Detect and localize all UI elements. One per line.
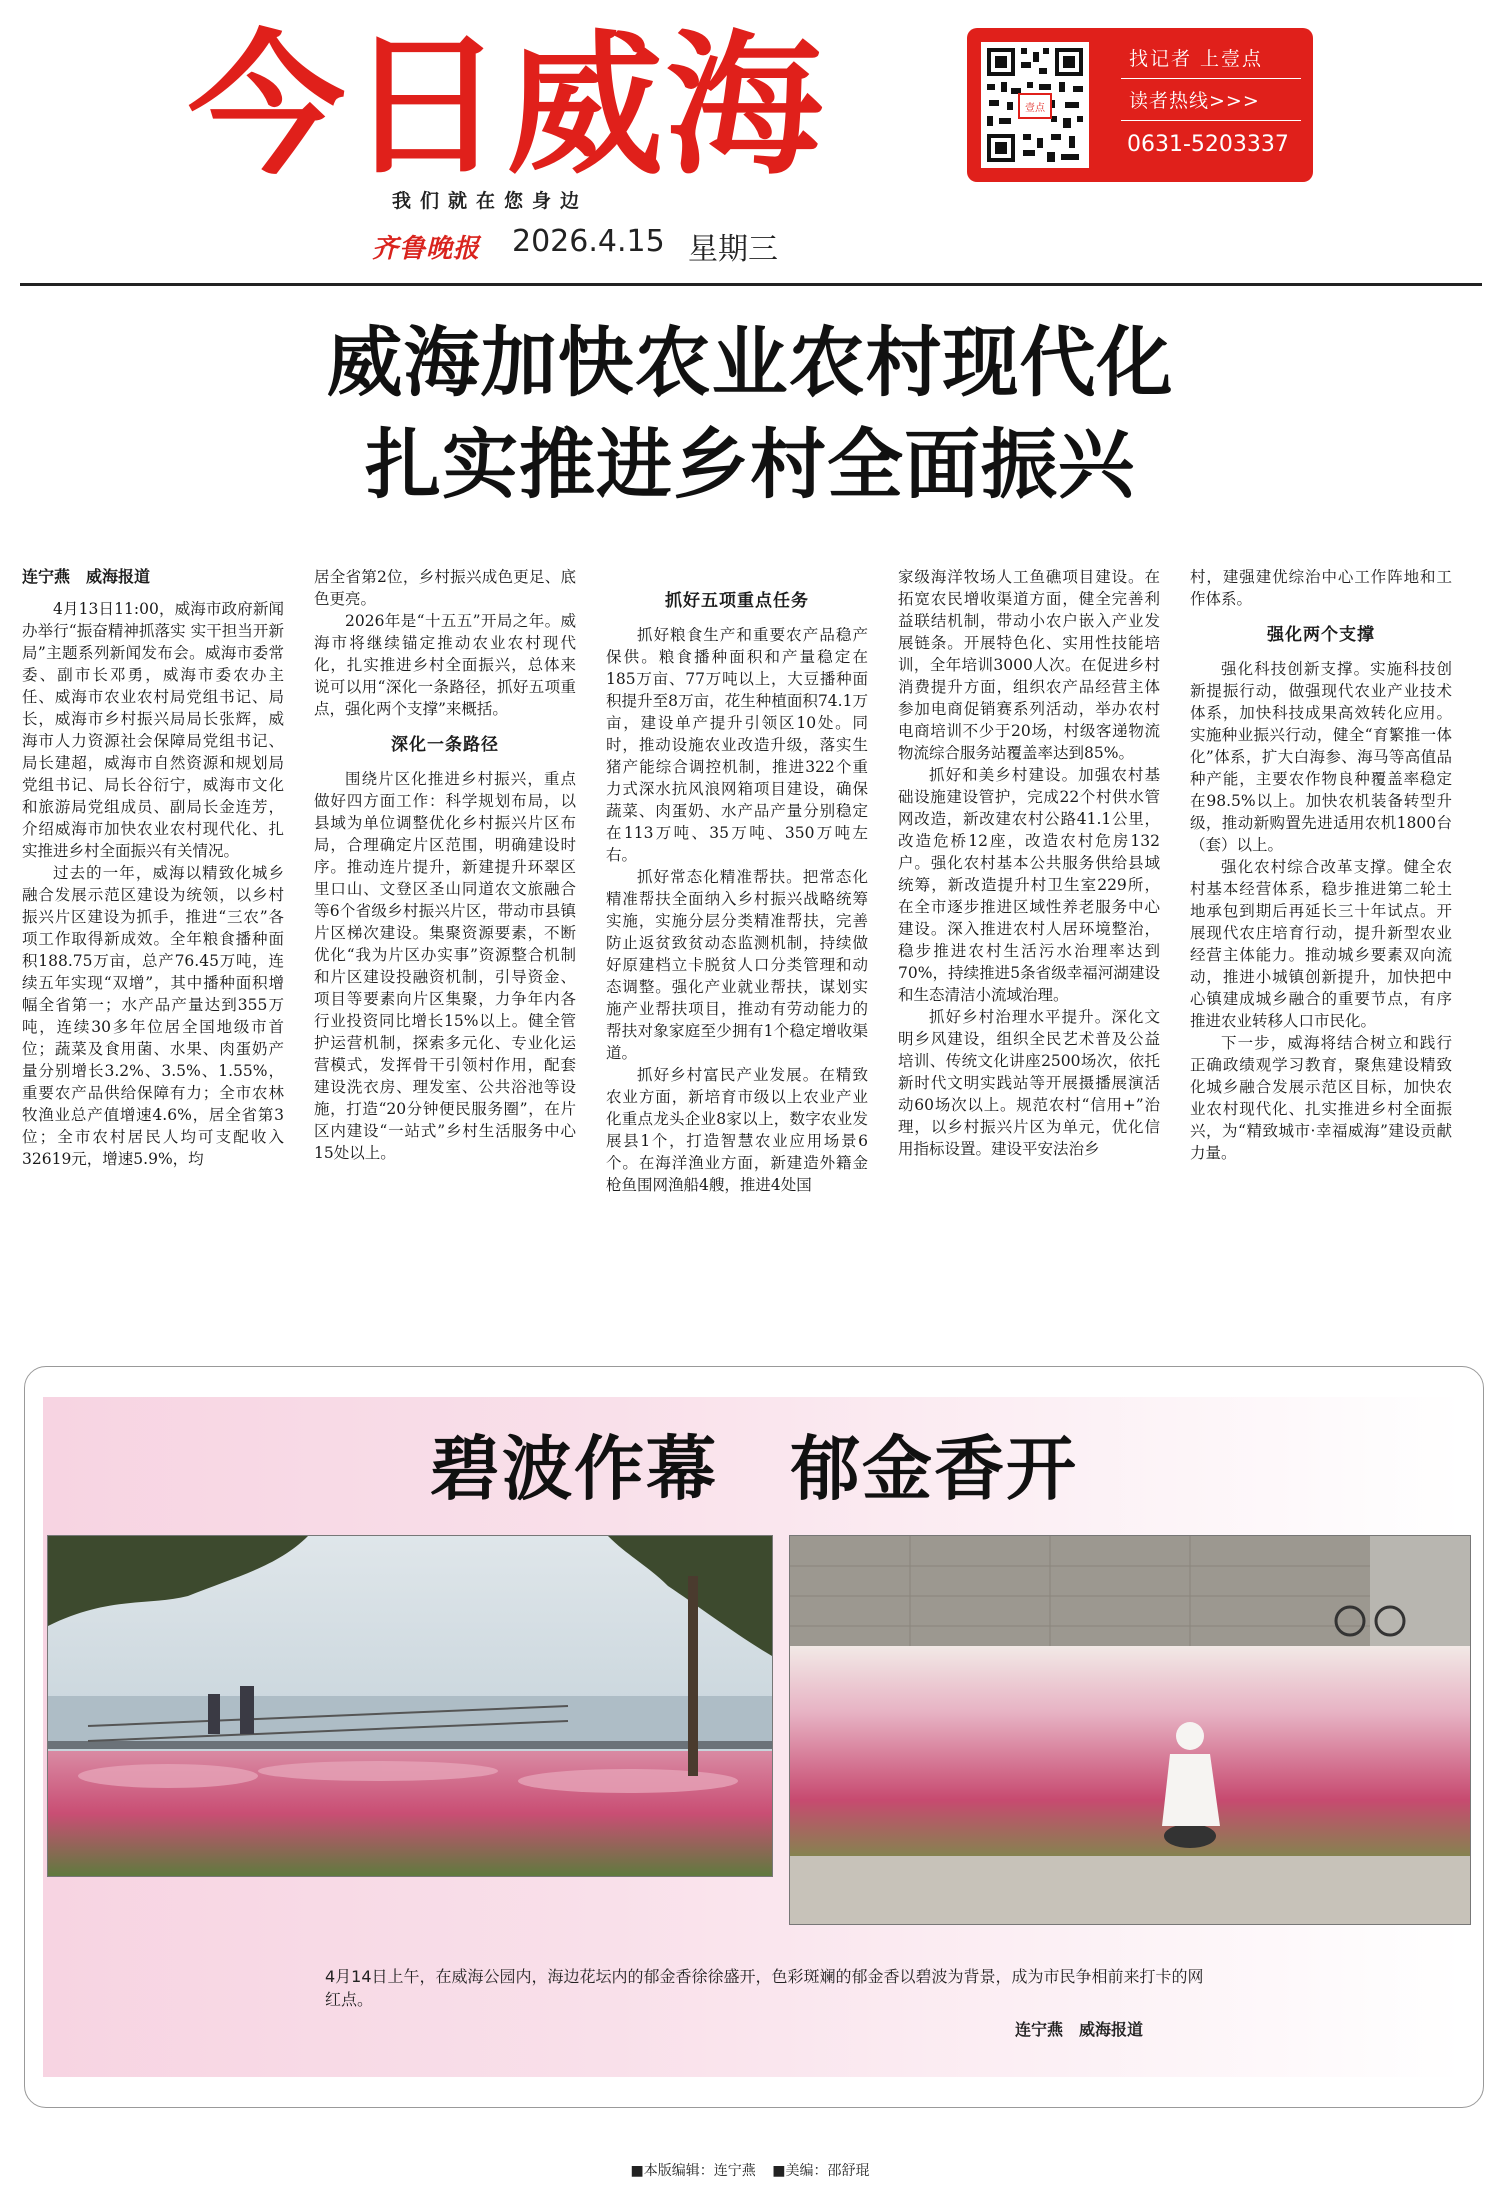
article-headline bbox=[0, 312, 1500, 516]
paragraph: 抓好常态化精准帮扶。把常态化精准帮扶全面纳入乡村振兴战略统筹实施，实施分层分类精准帮扶，完善防止返贫致贫动态监测机制，持续做好原建档立卡脱贫人口分类管理和动态调整。强化产业就业帮扶，谋划实施产业帮扶项目，推动有劳动能力的帮扶对象家庭至少拥有1个稳定增收渠道。 bbox=[606, 868, 868, 1062]
tulip-girl-photo[interactable] bbox=[789, 1535, 1471, 1925]
paragraph: 4月13日11:00，威海市政府新闻办举行“振奋精神抓落实 实干担当开新局”主题系列新闻发布会。威海市委常委、副市长邓勇，威海市委农办主任、威海市农业农村局党组书记、局长，威海市乡村振兴局局长张辉，威海市人力资源社会保障局党组书记、局长建超，威海市自然资源和规划局党组书记、局长谷衍宁，威海市文化和旅游局党组成员、副局长金连芳，介绍威海市加快农业农村现代化、扎实推进乡村全面振兴有关情况。 bbox=[22, 600, 284, 860]
issue-weekday: 星期三 bbox=[688, 232, 778, 267]
article-column-4 bbox=[898, 566, 1160, 1160]
svg-text:壹点: 壹点 bbox=[1025, 103, 1045, 114]
article-column-1 bbox=[22, 566, 284, 1170]
page-footer bbox=[0, 2160, 1500, 2180]
photo-feature-box bbox=[24, 1366, 1484, 2108]
article-column-2 bbox=[314, 566, 576, 1164]
paragraph: 村，建强建优综治中心工作阵地和工作体系。 bbox=[1190, 568, 1452, 608]
masthead-title: 今日威海 bbox=[188, 17, 825, 196]
section-heading: 强化两个支撑 bbox=[1267, 625, 1375, 645]
paragraph: 抓好粮食生产和重要农产品稳产保供。粮食播种面积和产量稳定在185万亩、77万吨以上，大豆播种面积提升至8万亩，花生种植面积74.1万亩，建设单产提升引领区10处。同时，推动设施农业改造升级，落实生猪产能综合调控机制，推进322个重力式深水抗风浪网箱项目建设，确保蔬菜、肉蛋奶、水产品产量分别稳定在113万吨、35万吨、350万吨左右。 bbox=[606, 626, 868, 864]
masthead-rule bbox=[20, 283, 1482, 286]
tulip-seaside-photo[interactable] bbox=[47, 1535, 773, 1877]
paragraph: 过去的一年，威海以精致化城乡融合发展示范区建设为统领，以乡村振兴片区建设为抓手，推进“三农”各项工作取得新成效。全年粮食播种面积188.75万亩，总产76.45万吨，连续五年实现“双增”，其中播种面积增幅全省第一；水产品产量达到355万吨，连续30多年位居全国地级市首位；蔬菜及食用菌、水果、肉蛋奶产量分别增长3.2%、3.5%、1.55%，重要农产品供给保障有力；全市农林牧渔业总产值增速4.6%，居全省第3位；全市农村居民人均可支配收入32619元，增速5.9%，均 bbox=[22, 864, 284, 1168]
qr-code-icon[interactable] bbox=[981, 42, 1089, 168]
divider bbox=[1121, 78, 1301, 79]
headline-line-2: 扎实推进乡村全面振兴 bbox=[365, 420, 1135, 509]
paragraph: 家级海洋牧场人工鱼礁项目建设。在拓宽农民增收渠道方面，健全完善利益联结机制，带动小农户嵌入产业发展链条。开展特色化、实用性技能培训，全年培训3000人次。在促进乡村消费提升方面，组织农产品经营主体参加电商促销赛系列活动，举办农村电商培训不少于20场，村级客递物流物流综合服务站覆盖率达到85%。 bbox=[898, 568, 1160, 762]
issue-date: 2026.4.15 bbox=[512, 224, 665, 259]
section-heading: 深化一条路径 bbox=[391, 735, 499, 755]
photo-caption: 4月14日上午，在威海公园内，海边花坛内的郁金香徐徐盛开，色彩斑斓的郁金香以碧波为背景，成为市民争相前来打卡的网红点。 bbox=[325, 1967, 1204, 2009]
footer-editor: ■本版编辑：连宁燕 bbox=[630, 2163, 756, 2179]
article-byline: 连宁燕 威海报道 bbox=[22, 567, 151, 586]
hotline-label: 读者热线>>> bbox=[1129, 90, 1260, 112]
hotline-phone: 0631-5203337 bbox=[1127, 132, 1289, 157]
paragraph: 2026年是“十五五”开局之年。威海市将继续锚定推动农业农村现代化，扎实推进乡村全面振兴，总体来说可以用“深化一条路径，抓好五项重点，强化两个支撑”来概括。 bbox=[314, 612, 576, 718]
photo-feature-title: 碧波作幕 郁金香开 bbox=[430, 1427, 1078, 1510]
photo-credit: 连宁燕 威海报道 bbox=[1015, 2020, 1144, 2039]
footer-designer: ■美编：邵舒琨 bbox=[772, 2163, 870, 2179]
paragraph: 抓好乡村富民产业发展。在精致农业方面，新培育市级以上农业产业化重点龙头企业8家以上，数字农业发展县1个，打造智慧农业应用场景6个。在海洋渔业方面，新建造外籍金枪鱼围网渔船4艘，推进4处国 bbox=[606, 1066, 868, 1194]
article-column-5 bbox=[1190, 566, 1452, 1164]
divider bbox=[1121, 120, 1301, 121]
paragraph: 抓好乡村治理水平提升。深化文明乡风建设，组织全民艺术普及公益培训、传统文化讲座2500场次，依托新时代文明实践站等开展摄播展演活动60场次以上。规范农村“信用+”治理，以乡村振兴片区为单元，优化信用指标设置。建设平安法治乡 bbox=[898, 1008, 1160, 1158]
paragraph: 居全省第2位，乡村振兴成色更足、底色更亮。 bbox=[314, 568, 576, 608]
paragraph: 下一步，威海将结合树立和践行正确政绩观学习教育，聚焦建设精致化城乡融合发展示范区目标，加快农业农村现代化、扎实推进乡村全面振兴，为“精致城市·幸福威海”建设贡献力量。 bbox=[1190, 1034, 1452, 1162]
headline-line-1: 威海加快农业农村现代化 bbox=[326, 318, 1174, 407]
hotline-contact-text: 找记者 上壹点 bbox=[1129, 48, 1264, 70]
article-column-3 bbox=[606, 566, 868, 1196]
hotline-box bbox=[967, 28, 1313, 182]
masthead-slogan: 我们就在您身边 bbox=[392, 190, 589, 212]
paragraph: 抓好和美乡村建设。加强农村基础设施建设管护，完成22个村供水管网改造，新改建农村公路41.1公里，改造危桥12座，改造农村危房132户。强化农村基本公共服务供给县域统筹，新改造提升村卫生室229所，在全市逐步推进区域性养老服务中心建设。深入推进农村人居环境整治，稳步推进农村生活污水治理率达到70%，持续推进5条省级幸福河湖建设和生态清洁小流域治理。 bbox=[898, 766, 1160, 1004]
paragraph: 强化科技创新支撑。实施科技创新提振行动，做强现代农业产业技术体系，加快科技成果高效转化应用。实施种业振兴行动，健全“育繁推一体化”体系，扩大白海参、海马等高值品种产能，主要农作物良种覆盖率稳定在98.5%以上。加快农机装备转型升级，推动新购置先进适用农机1800台（套）以上。 bbox=[1190, 660, 1452, 854]
section-heading: 抓好五项重点任务 bbox=[665, 591, 809, 611]
paper-name-logo: 齐鲁晚报 bbox=[372, 234, 481, 264]
paragraph: 围绕片区化推进乡村振兴，重点做好四方面工作：科学规划布局，以县域为单位调整优化乡村振兴片区布局，合理确定片区范围，明确建设时序。推动连片提升，新建提升环翠区里口山、文登区圣山同道农文旅融合等6个省级乡村振兴片区，带动市县镇片区梯次建设。集聚资源要素，不断优化“我为片区办实事”资源整合机制和片区建设投融资机制，引导资金、项目等要素向片区集聚，力争年内各行业投资同比增长15%以上。健全管护运营机制，探索多元化、专业化运营模式，发挥骨干引领村作用，配套建设洗衣房、理发室、公共浴池等设施，打造“20分钟便民服务圈”，在片区内建设“一站式”乡村生活服务中心15处以上。 bbox=[314, 770, 576, 1162]
paragraph: 强化农村综合改革支撑。健全农村基本经营体系，稳步推进第二轮土地承包到期后再延长三十年试点。开展现代农庄培育行动，提升新型农业经营主体能力。推动城乡要素双向流动，推进小城镇创新提升，加快把中心镇建成城乡融合的重要节点，有序推进农业转移人口市民化。 bbox=[1190, 858, 1452, 1030]
